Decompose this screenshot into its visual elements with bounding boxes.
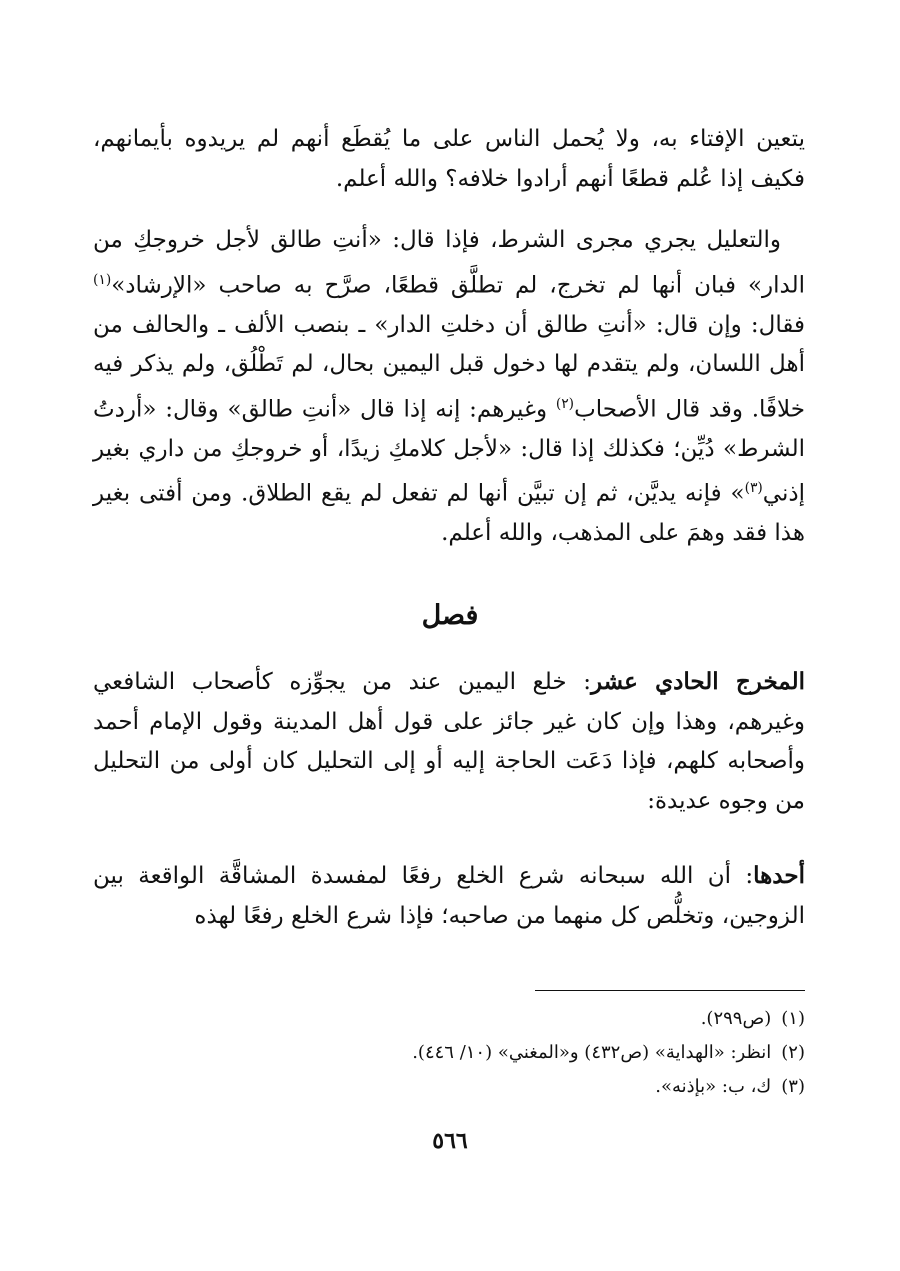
paragraph-2-part-4: » فإنه يديَّن، ثم إن تبيَّن أنها لم تفعل لم يقع الطلاق. ومن أفتى بغير هذا فقد وهمَ على المذهب، والله أعلم. [93, 480, 805, 547]
footnote-1 [93, 1002, 805, 1036]
paragraph-1 [93, 120, 805, 199]
paragraph-3-lead: المخرج الحادي عشر [590, 668, 805, 695]
paragraph-4-lead: أحدها [753, 862, 805, 889]
footnote-2 [93, 1036, 805, 1070]
footnote-number: (١) [781, 1008, 805, 1029]
footnote-number: (٢) [781, 1042, 805, 1063]
section-heading: فصل [421, 600, 479, 631]
footnote-text: ك، ب: «بإذنه». [655, 1076, 772, 1097]
footnote-text: (ص٢٩٩). [700, 1008, 772, 1029]
paragraph-2-part-3: وغيرهم: إنه إذا قال «أنتِ طالق» وقال: «أردتُ الشرط» دُيِّن؛ فكذلك إذا قال: «لأجل كلامكِ زيدًا، أو خروجكِ من داري بغير إذني [93, 396, 805, 507]
paragraph-4-text [93, 856, 805, 936]
page-number: ٥٦٦ [432, 1128, 468, 1154]
paragraph-2 [93, 221, 805, 554]
paragraph-2-text [93, 221, 805, 554]
footnote-number: (٣) [781, 1076, 805, 1097]
paragraph-4-body: : أن الله سبحانه شرع الخلع رفعًا لمفسدة المشاقَّة الواقعة بين الزوجين، وتخلُّص كل منهما من صاحبه؛ فإذا شرع الخلع رفعًا لهذه [93, 863, 805, 929]
footnote-ref-1[interactable]: (١) [93, 271, 112, 288]
footnotes [93, 1002, 805, 1104]
paragraph-3 [93, 662, 805, 821]
footnote-text: انظر: «الهداية» (ص٤٣٢) و«المغني» (١٠/ ٤٤٦). [412, 1042, 772, 1063]
paragraph-2-part-1: والتعليل يجري مجرى الشرط، فإذا قال: «أنتِ طالق لأجل خروجكِ من الدار» فبان أنها لم تخرج، لم تطلَّق قطعًا، صرَّح به صاحب «الإرشاد» [93, 227, 805, 299]
paragraph-2-part-2: فقال: وإن قال: «أنتِ طالق أن دخلتِ الدار» ـ بنصب الألف ـ والحالف من أهل اللسان، ولم يتقدم لها دخول قبل اليمين بحال، لم تَطْلُق، ولم يذكر فيه خلافًا. وقد قال الأصحاب [93, 311, 805, 423]
footnote-divider [535, 990, 805, 991]
footnote-ref-2[interactable]: (٢) [555, 395, 575, 412]
paragraph-4 [93, 856, 805, 936]
footnote-ref-3[interactable]: (٣) [744, 480, 763, 497]
paragraph-3-text [93, 662, 805, 821]
footnote-3 [93, 1070, 805, 1104]
paragraph-1-text: يتعين الإفتاء به، ولا يُحمل الناس على ما يُقطَع أنهم لم يريدوه بأيمانهم، فكيف إذا عُلم قطعًا أنهم أرادوا خلافه؟ والله أعلم. [93, 126, 805, 192]
paragraph-3-body: : خلع اليمين عند من يجوِّزه كأصحاب الشافعي وغيرهم، وهذا وإن كان غير جائز على قول أهل المدينة وقول الإمام أحمد وأصحابه كلهم، فإذا دَعَت الحاجة إليه أو إلى التحليل كان أولى من التحليل من وجوه عديدة: [93, 669, 805, 814]
